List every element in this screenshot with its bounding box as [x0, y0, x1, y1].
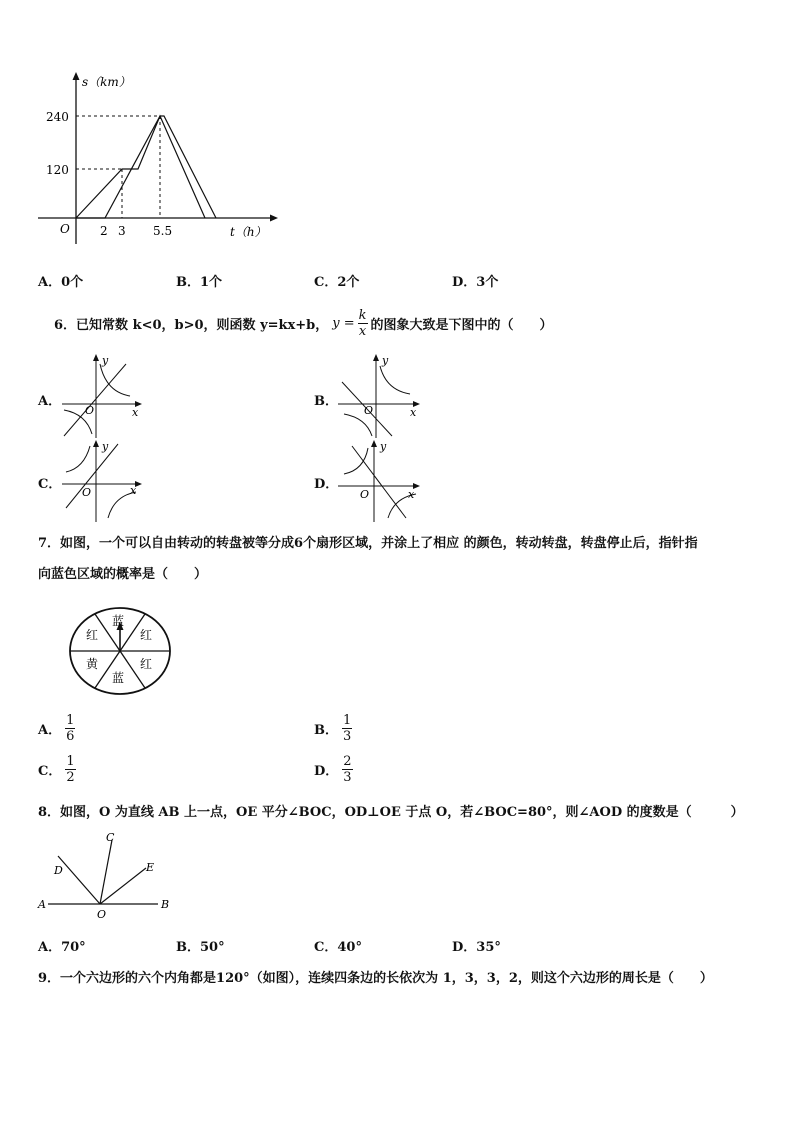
- svg-text:x: x: [130, 484, 137, 497]
- sector-top: 蓝: [112, 614, 125, 628]
- t-axis-label: t（h）: [230, 225, 267, 239]
- q6-option-a[interactable]: A．: [38, 394, 62, 409]
- spinner-wheel: [68, 606, 176, 696]
- q6-option-b[interactable]: B．: [314, 394, 338, 409]
- svg-text:O: O: [82, 486, 92, 499]
- svg-text:O: O: [360, 488, 370, 501]
- svg-text:x: x: [408, 488, 415, 501]
- q8-option-a[interactable]: A．70°: [38, 940, 86, 955]
- q6-graph-d: [336, 438, 422, 522]
- q6-graph-b: [336, 352, 422, 438]
- q7-stem-line2: 向蓝色区域的概率是（ ）: [38, 567, 208, 582]
- q6-graph-a: [60, 352, 144, 438]
- x-tick-3: 3: [118, 224, 126, 238]
- q6-option-c[interactable]: C．: [38, 477, 62, 492]
- q5-option-c[interactable]: C．2个: [314, 275, 360, 290]
- q6-stem: 6．已知常数 k<0，b>0，则函数 y=kx+b， y = $\frac{k}{x}$ 的图象大致是下图中的（ ）: [54, 307, 553, 339]
- q5-option-d[interactable]: D．3个: [452, 275, 499, 290]
- svg-text:x: x: [132, 406, 139, 419]
- q7-option-c[interactable]: C． $\frac{1}{2}$: [38, 754, 75, 785]
- q7-option-b[interactable]: B． $\frac{1}{3}$: [314, 713, 352, 744]
- q6-graph-c: [60, 438, 144, 522]
- distance-time-graph: [30, 68, 280, 246]
- x-tick-5-5: 5.5: [153, 224, 173, 238]
- svg-text:y: y: [382, 354, 389, 367]
- svg-text:y: y: [380, 440, 387, 453]
- sector-lower-right: 红: [140, 657, 153, 671]
- svg-text:A: A: [38, 898, 46, 911]
- q9-stem: 9．一个六边形的六个内角都是120°（如图），连续四条边的长依次为 1，3，3，2，则这个六边形的周长是（ ）: [38, 971, 713, 986]
- angle-diagram: [34, 828, 184, 920]
- q7-option-a[interactable]: A． $\frac{1}{6}$: [38, 713, 75, 744]
- s-axis-label: s（km）: [82, 75, 131, 89]
- svg-text:B: B: [161, 898, 170, 911]
- svg-text:O: O: [85, 404, 95, 417]
- q7-option-d[interactable]: D． $\frac{2}{3}$: [314, 754, 352, 785]
- q5-option-a[interactable]: A．0个: [38, 275, 84, 290]
- svg-text:x: x: [410, 406, 417, 419]
- q8-option-d[interactable]: D．35°: [452, 940, 501, 955]
- sector-upper-left: 红: [86, 628, 99, 642]
- q6-option-d[interactable]: D．: [314, 477, 339, 492]
- svg-text:E: E: [146, 861, 155, 874]
- y-tick-240: 240: [46, 110, 69, 124]
- q7-stem-line1: 7．如图，一个可以自由转动的转盘被等分成6个扇形区域，并涂上了相应 的颜色，转动转盘，转盘停止后，指针指: [38, 536, 698, 551]
- q8-option-c[interactable]: C．40°: [314, 940, 362, 955]
- sector-lower-left: 黄: [86, 657, 99, 671]
- q5-option-b[interactable]: B．1个: [176, 275, 223, 290]
- origin-label: O: [60, 222, 70, 236]
- svg-text:C: C: [106, 831, 115, 844]
- sector-bottom: 蓝: [112, 671, 125, 685]
- svg-text:O: O: [364, 404, 374, 417]
- q8-stem: 8．如图，O 为直线 AB 上一点，OE 平分∠BOC，OD⊥OE 于点 O，若∠BOC=80°，则∠AOD 的度数是（ ）: [38, 805, 744, 820]
- svg-text:y: y: [102, 440, 109, 453]
- q8-option-b[interactable]: B．50°: [176, 940, 225, 955]
- svg-text:y: y: [102, 354, 109, 367]
- sector-upper-right: 红: [140, 628, 153, 642]
- svg-text:O: O: [97, 908, 107, 920]
- y-tick-120: 120: [46, 163, 69, 177]
- x-tick-2: 2: [100, 224, 108, 238]
- svg-text:D: D: [54, 864, 63, 877]
